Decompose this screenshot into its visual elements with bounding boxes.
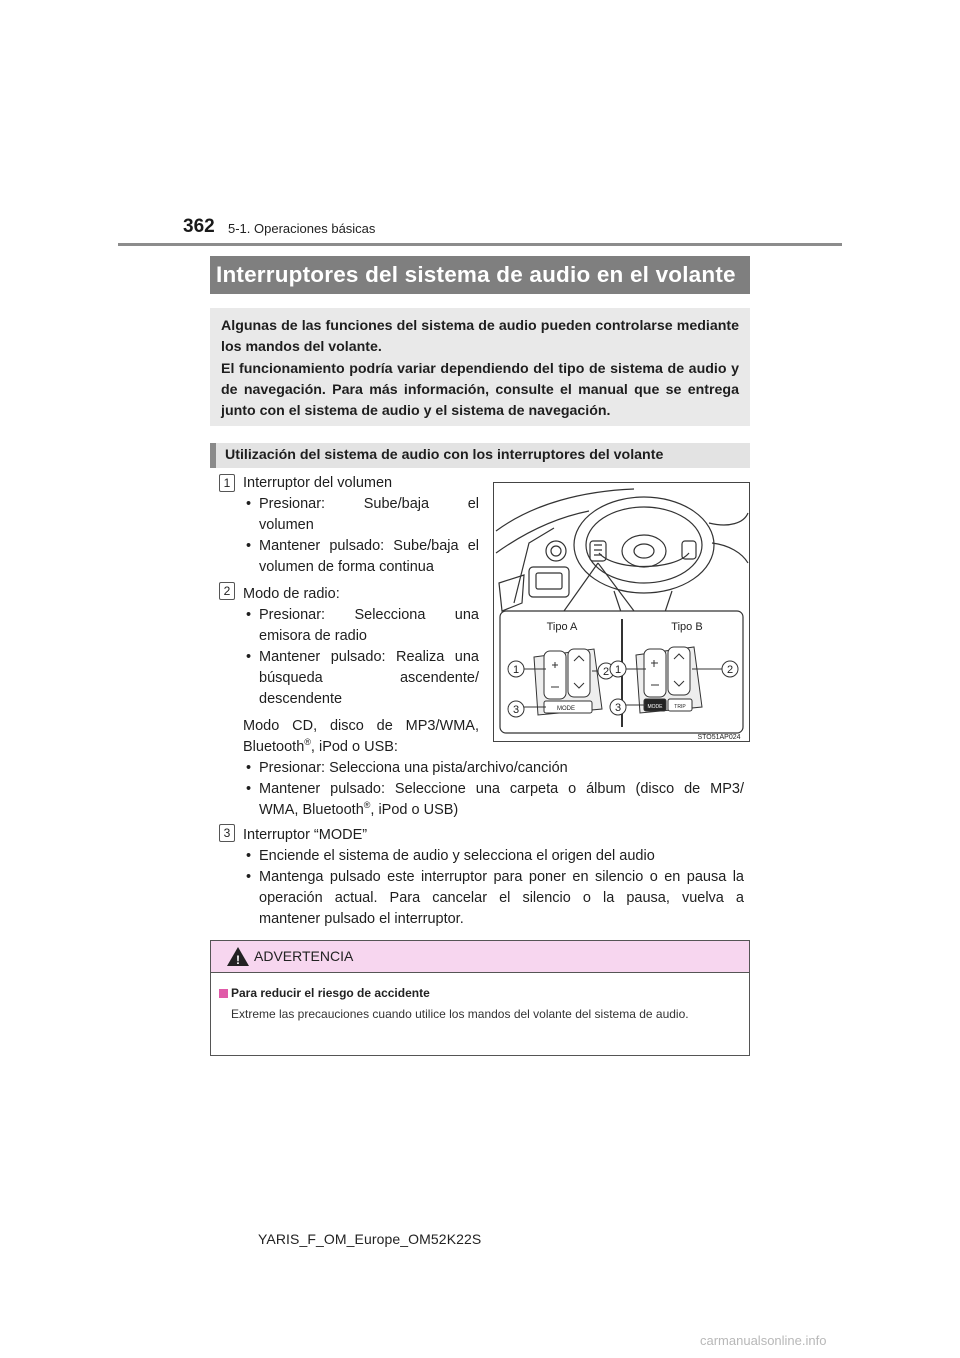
callout-1-type-b: 1 — [614, 664, 622, 676]
registered-mark: ® — [304, 737, 311, 748]
bullet-text: Mantener pulsado: Seleccione una carpeta o álbum (disco de MP3/ — [259, 781, 744, 797]
warning-box — [210, 940, 750, 1056]
bullet: • — [246, 538, 252, 554]
section-reference: 5-1. Operaciones básicas — [228, 221, 376, 236]
intro-paragraph: El funcionamiento podría variar dependiendo del tipo de sistema de audio y de navegación. Para más información, consulte el manual que se entrega junto con el sistema de audio y el sistema de navegación. — [221, 360, 739, 420]
mode-description: Modo CD, disco de MP3/WMA, — [243, 718, 479, 734]
type-a-label: Tipo A — [546, 621, 578, 633]
bullet-text: operación actual. Para cancelar el silencio o la pausa, vuelva a — [259, 890, 744, 906]
bullet: • — [246, 496, 252, 512]
mode-sources: , iPod o USB: — [310, 739, 398, 755]
trip-button-label: TRIP — [674, 704, 686, 710]
item-number-badge: 1 — [219, 474, 235, 492]
warning-square-icon — [219, 989, 228, 998]
bullet-text: emisora de radio — [259, 628, 367, 644]
steering-wheel-illustration — [494, 483, 749, 741]
bullet-text: búsqueda ascendente/ — [259, 670, 479, 686]
item-title: Interruptor “MODE” — [243, 827, 368, 843]
bullet-text: Presionar: Selecciona una pista/archivo/canción — [259, 760, 568, 776]
header-rule — [118, 243, 842, 246]
bullet-text: volumen — [259, 517, 314, 533]
mode-button-label-type-b: MODE — [647, 704, 663, 710]
bullet: • — [246, 781, 252, 797]
page-number: 362 — [183, 216, 215, 237]
callout-2-type-b: 2 — [726, 664, 734, 676]
bullet: • — [246, 607, 252, 623]
bullet-text: Mantener pulsado: Sube/baja el — [259, 538, 479, 554]
bluetooth-label: Bluetooth — [243, 739, 305, 755]
bullet-text: mantener pulsado el interruptor. — [259, 911, 464, 927]
warning-subtitle: Para reducir el riesgo de accidente — [231, 986, 430, 1000]
registered-mark: ® — [363, 800, 371, 811]
callout-1-type-a: 1 — [512, 664, 520, 676]
item-title: Modo de radio: — [243, 586, 340, 602]
item-1-bullets — [246, 494, 479, 578]
warning-header — [211, 941, 749, 973]
mode-button-label-type-a: MODE — [557, 706, 575, 712]
warning-text: Extreme las precauciones cuando utilice los mandos del volante del sistema de audio. — [231, 1007, 689, 1021]
item-2-cd-bullets — [246, 758, 744, 821]
bullet-text: volumen de forma continua — [259, 559, 434, 575]
item-title: Interruptor del volumen — [243, 475, 393, 491]
warning-mark: ! — [236, 953, 240, 967]
figure-code: STO51AP024 — [697, 734, 741, 741]
bullet-text: Mantenga pulsado este interruptor para poner en silencio o en pausa la — [259, 869, 744, 885]
type-b-label: Tipo B — [671, 621, 703, 633]
warning-title: ADVERTENCIA — [254, 948, 354, 964]
bluetooth-label: WMA, Bluetooth — [259, 802, 364, 818]
bullet: • — [246, 760, 252, 776]
page-title: Interruptores del sistema de audio en el volante — [210, 256, 750, 294]
steering-wheel-figure — [493, 482, 750, 742]
footer-code: YARIS_F_OM_Europe_OM52K22S — [258, 1231, 482, 1247]
bullet-text: Presionar: Sube/baja el — [259, 496, 479, 512]
bullet-text-2 — [259, 800, 458, 821]
callout-3-type-a: 3 — [512, 704, 520, 716]
bullet-text: Enciende el sistema de audio y selecciona el origen del audio — [259, 848, 655, 864]
subsection-header: Utilización del sistema de audio con los interruptores del volante — [210, 443, 750, 468]
bullet: • — [246, 649, 252, 665]
bullet: • — [246, 848, 252, 864]
bullet-text: Presionar: Selecciona una — [259, 607, 479, 623]
callout-3-type-b: 3 — [614, 702, 622, 714]
bullet-text: Mantener pulsado: Realiza una — [259, 649, 479, 665]
item-2-bullets — [246, 605, 479, 710]
item-3-bullets — [246, 846, 744, 930]
item-number-badge: 2 — [219, 582, 235, 600]
mode-description-2 — [243, 737, 398, 758]
callout-2-type-a: 2 — [602, 666, 610, 678]
item-number-badge: 3 — [219, 824, 235, 842]
bullet-text: , iPod o USB) — [370, 802, 459, 818]
intro-paragraph: Algunas de las funciones del sistema de audio pueden controlarse mediante los mandos del volante. — [221, 318, 739, 356]
intro-box — [210, 308, 750, 426]
bullet-text: descendente — [259, 691, 343, 707]
bullet: • — [246, 869, 252, 885]
warning-triangle-icon — [226, 946, 250, 967]
watermark: carmanualsonline.info — [700, 1333, 827, 1348]
